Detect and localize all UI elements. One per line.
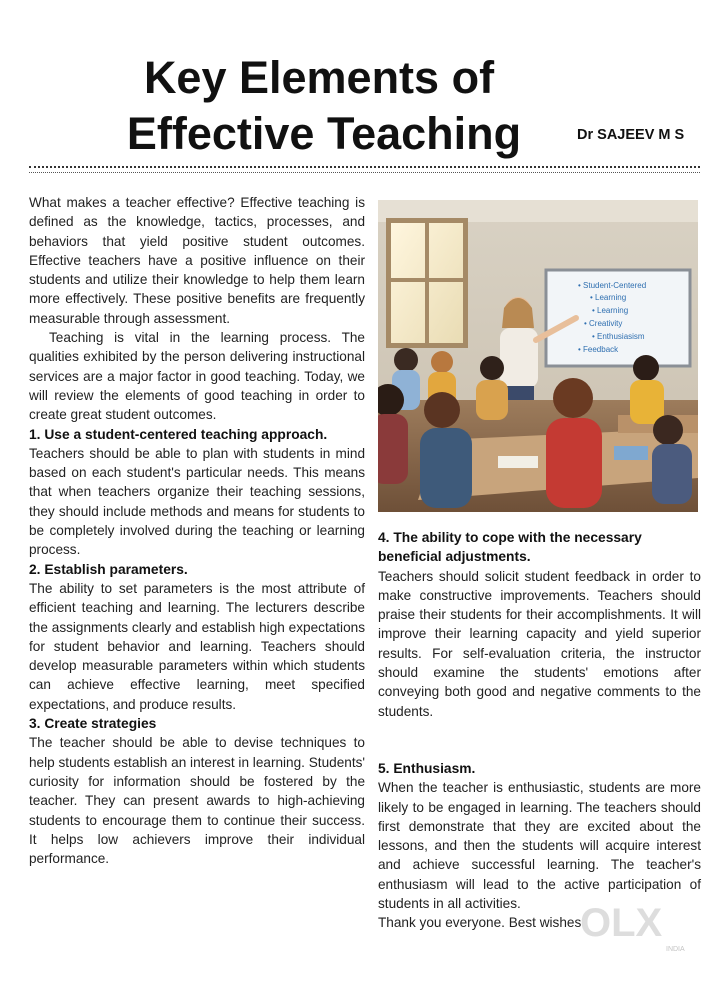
section-3-body: The teacher should be able to devise techniques to help students establish an interest in learning. Students' curiosity for information should be fostered by the teacher. They can present awards to high-achieving students to encourage them to continue their success. It helps low achievers improve their individual performance. <box>29 735 365 867</box>
page-title-line-2: Effective Teaching <box>126 108 522 159</box>
section-4-body: Teachers should solicit student feedback in order to make constructive improvements. Teachers should praise their students for their accomplishments. It will improve their learning capacity and yield superior results. For self-evaluation criteria, the instructor should examine the students' emotions after conveying both good and negative comments to the students. <box>378 568 701 719</box>
section-2-body: The ability to set parameters is the most attribute of efficient teaching and learning. The lecturers describe the assignments clearly and establish high expectations for student behavior and learning. Teachers should develop measurable parameters within which students can achieve effective learning, meet specified expectations, and produce results. <box>29 580 365 712</box>
section-5-heading: 5. Enthusiasm. <box>378 761 476 776</box>
section-1-heading: 1. Use a student-centered teaching approach. <box>29 426 328 442</box>
board-item: • Learning <box>592 306 629 315</box>
classroom-photo <box>378 200 698 512</box>
classroom-illustration <box>378 200 698 512</box>
board-item: • Creativity <box>584 319 623 328</box>
board-item: • Learning <box>590 293 627 302</box>
watermark-sub: INDIA <box>666 946 685 953</box>
board-item: • Student-Centered <box>578 281 647 290</box>
closing-line: Thank you everyone. Best wishes <box>378 915 582 931</box>
intro-paragraph-2: Teaching is vital in the learning process. The qualities exhibited by the person delivering instructional services are a major factor in good teaching. Today, we will review the elements of good teaching in order to create great student outcomes. <box>29 330 365 423</box>
section-5-body: When the teacher is enthusiastic, students are more likely to be engaged in learning. The teachers should first demonstrate that they are excited about the lessons, and then the students will acquire interest and achieve successful learning. The teacher's enthusiasm will lead to the active participation of students in all activities. <box>378 780 701 912</box>
board-item: • Enthusiasism <box>592 332 645 341</box>
section-1-body: Teachers should be able to plan with students in mind based on each student's particular needs. This means that when teachers organize their teaching sessions, they should include methods and means for students to be completely involved during the teaching or learning process. <box>29 445 365 558</box>
page-title-line-1: Key Elements of <box>143 52 495 103</box>
title-divider <box>29 166 700 173</box>
section-3-heading: 3. Create strategies <box>29 716 157 732</box>
section-2-heading: 2. Establish parameters. <box>29 561 188 577</box>
author-name: Dr SAJEEV M S <box>577 127 685 143</box>
olx-logo-icon <box>570 888 700 958</box>
right-column-top <box>378 528 701 721</box>
section-4-heading: 4. The ability to cope with the necessary beneficial adjustments. <box>378 530 642 565</box>
olx-watermark <box>570 888 700 958</box>
watermark-logo: OLX <box>580 901 663 945</box>
intro-paragraph: What makes a teacher effective? Effective teaching is defined as the knowledge, tactics, processes, and behaviors that yield positive student outcomes. Effective teachers have a positive influence on their students and utilize their knowledge to help them learn more effectively. These positive benefits are frequently measurable through assessment. <box>29 195 365 326</box>
left-column <box>29 193 365 868</box>
board-item: • Feedback <box>578 345 619 354</box>
